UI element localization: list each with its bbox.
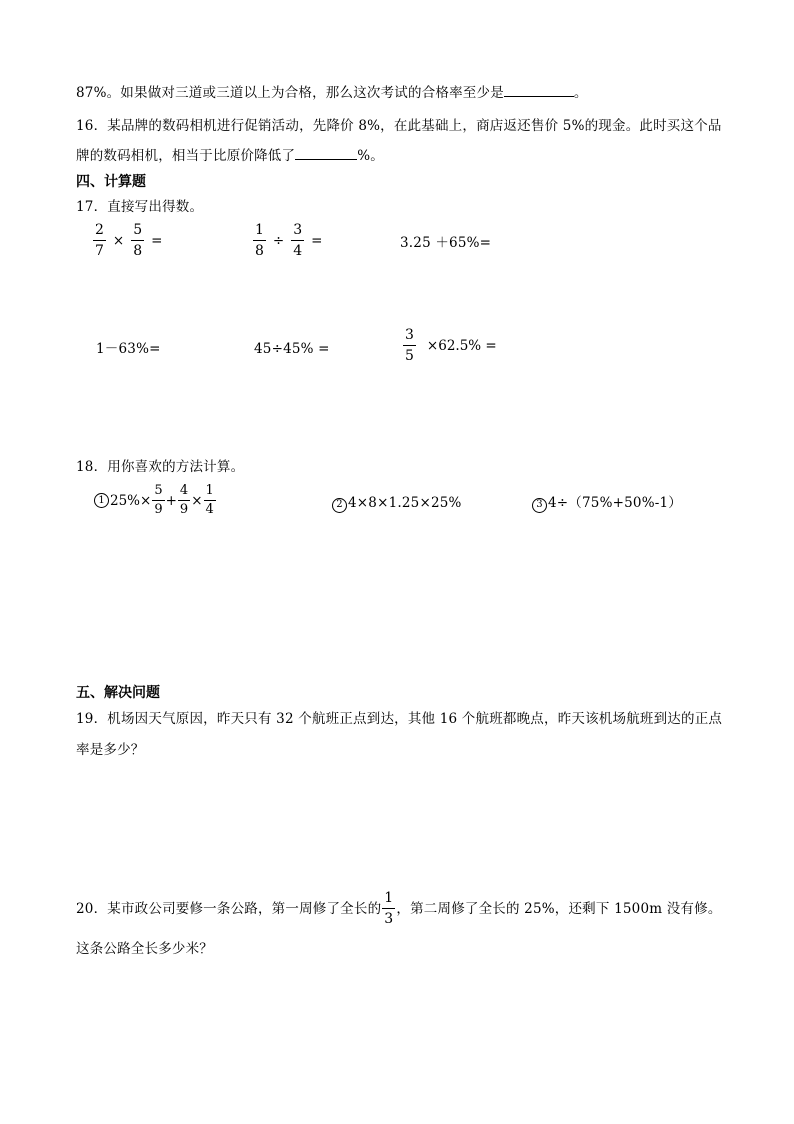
calc-17-6: $\frac{3}{5}$ ×62.5% = (405, 327, 497, 364)
calc-17-2: $\frac{1}{8}$ ÷ $\frac{3}{4}$ = (255, 222, 323, 259)
question-18-stem: 18．用你喜欢的方法计算。 (76, 459, 245, 475)
calc-17-1: $\frac{2}{7}$ × $\frac{5}{8}$ = (95, 222, 163, 259)
fraction: $\frac{2}{7}$ (95, 222, 104, 259)
circled-number-3: 3 (532, 498, 547, 513)
fraction: $\frac{1}{8}$ (255, 222, 264, 259)
answer-blank-15[interactable] (504, 82, 574, 97)
calc-17-5: 45÷45% = (254, 341, 330, 357)
fraction: $\frac{1}{4}$ (205, 483, 214, 517)
question-16-line1: 16．某品牌的数码相机进行促销活动，先降价 8%，在此基础上，商店返还售价 5%的现金。此时买这个品 (76, 118, 722, 134)
q16-end: %。 (357, 148, 384, 164)
fraction: $\frac{1}{3}$ (384, 890, 394, 927)
question-19-line2: 率是多少？ (76, 742, 145, 758)
section-4-heading: 四、计算题 (76, 174, 146, 190)
calc-17-3: 3.25 ＋65%= (400, 235, 492, 251)
question-20-line1: 20．某市政公司要修一条公路，第一周修了全长的 $\frac{1}{3}$ ，第二周修了全长的 25%，还剩下 1500m 没有修。 (76, 890, 722, 927)
circled-number-2: 2 (332, 498, 347, 513)
calc-18-3: 3 4÷（75%+50%-1） (532, 493, 682, 513)
q15-end: 。 (573, 85, 588, 101)
question-15-tail (76, 82, 588, 103)
question-17-stem: 17．直接写出得数。 (76, 199, 204, 215)
fraction: $\frac{3}{5}$ (405, 327, 414, 364)
question-19-line1: 19．机场因天气原因，昨天只有 32 个航班正点到达，其他 16 个航班都晚点，昨天该机场航班到达的正点 (76, 711, 723, 727)
fraction: $\frac{3}{4}$ (293, 222, 303, 259)
q15-text: 87%。如果做对三道或三道以上为合格，那么这次考试的合格率至少是 (76, 85, 504, 101)
question-20-line2: 这条公路全长多少米？ (76, 941, 213, 957)
calc-18-2: 2 4×8×1.25×25% (332, 493, 462, 513)
calc-17-4: 1－63%= (96, 341, 161, 357)
answer-blank-16[interactable] (295, 145, 357, 160)
fraction: $\frac{4}{9}$ (179, 483, 189, 517)
section-5-heading: 五、解决问题 (76, 685, 160, 701)
circled-number-1: 1 (94, 493, 109, 508)
fraction: $\frac{5}{8}$ (133, 222, 143, 259)
fraction: $\frac{5}{9}$ (154, 483, 163, 517)
question-16-line2 (76, 145, 384, 166)
calc-18-1: 1 25%× $\frac{5}{9}$ + $\frac{4}{9}$ × $\frac{1}{4}$ (94, 484, 217, 517)
q16-text: 牌的数码相机，相当于比原价降低了 (76, 148, 296, 164)
